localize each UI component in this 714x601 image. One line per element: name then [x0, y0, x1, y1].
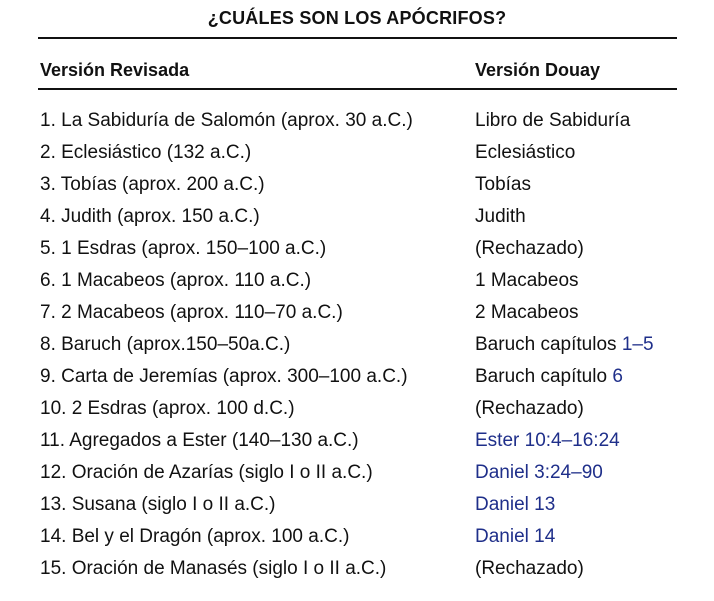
douay-text: Tobías [475, 174, 531, 195]
header-divider [38, 88, 677, 90]
douay-reference-link[interactable]: Daniel 14 [475, 526, 556, 547]
table-row [0, 172, 714, 204]
douay-version-cell [475, 460, 603, 486]
douay-version-cell [475, 396, 584, 422]
table-row [0, 204, 714, 236]
table-row [0, 492, 714, 524]
table-row [0, 300, 714, 332]
column-header-douay-version: Versión Douay [475, 60, 601, 80]
table-row [0, 556, 714, 588]
revised-version-cell: 6. 1 Macabeos (aprox. 110 a.C.) [40, 270, 312, 291]
table-row [0, 332, 714, 364]
douay-reference-link[interactable]: Daniel 3:24–90 [475, 462, 603, 483]
table-row [0, 364, 714, 396]
douay-text: Judith [475, 206, 526, 227]
table-row [0, 140, 714, 172]
revised-version-cell: 7. 2 Macabeos (aprox. 110–70 a.C.) [40, 302, 343, 323]
revised-version-cell: 8. Baruch (aprox.150–50a.C.) [40, 334, 291, 355]
douay-text: 2 Macabeos [475, 302, 579, 323]
table-row [0, 396, 714, 428]
revised-version-cell: 13. Susana (siglo I o II a.C.) [40, 494, 276, 515]
revised-version-cell: 9. Carta de Jeremías (aprox. 300–100 a.C.) [40, 366, 408, 387]
page-title: ¿CUÁLES SON LOS APÓCRIFOS? [207, 8, 507, 28]
douay-text: 1 Macabeos [475, 270, 579, 291]
table-row [0, 428, 714, 460]
revised-version-cell: 14. Bel y el Dragón (aprox. 100 a.C.) [40, 526, 350, 547]
title-divider [38, 37, 677, 39]
table-row [0, 524, 714, 556]
douay-reference-link[interactable]: Ester 10:4–16:24 [475, 430, 620, 451]
douay-text: (Rechazado) [475, 558, 584, 579]
douay-text: Libro de Sabiduría [475, 110, 631, 131]
douay-version-cell [475, 300, 579, 326]
douay-reference-link[interactable]: 1–5 [621, 334, 654, 355]
douay-text: Eclesiástico [475, 142, 576, 163]
revised-version-cell: 5. 1 Esdras (aprox. 150–100 a.C.) [40, 238, 327, 259]
douay-version-cell [475, 236, 584, 262]
douay-version-cell [475, 524, 555, 550]
table-row [0, 236, 714, 268]
revised-version-cell: 11. Agregados a Ester (140–130 a.C.) [40, 430, 359, 451]
revised-version-cell: 3. Tobías (aprox. 200 a.C.) [40, 174, 265, 195]
douay-reference-link[interactable]: Daniel 13 [475, 494, 556, 515]
douay-version-cell [475, 268, 579, 294]
douay-version-cell [475, 204, 526, 230]
douay-version-cell [475, 556, 584, 582]
table-row [0, 268, 714, 300]
table-row [0, 108, 714, 140]
douay-text: Baruch capítulo [475, 366, 613, 387]
douay-version-cell [475, 172, 531, 198]
douay-version-cell [475, 332, 654, 358]
revised-version-cell: 15. Oración de Manasés (siglo I o II a.C.) [40, 558, 387, 579]
table-row [0, 460, 714, 492]
column-header-revised-version: Versión Revisada [40, 60, 190, 80]
douay-version-cell [475, 108, 630, 134]
douay-reference-link[interactable]: 6 [612, 366, 623, 387]
douay-version-cell [475, 364, 623, 390]
douay-text: (Rechazado) [475, 398, 584, 419]
revised-version-cell: 10. 2 Esdras (aprox. 100 d.C.) [40, 398, 295, 419]
douay-text: Baruch capítulos [475, 334, 622, 355]
revised-version-cell: 12. Oración de Azarías (siglo I o II a.C.) [40, 462, 373, 483]
revised-version-cell: 1. La Sabiduría de Salomón (aprox. 30 a.C.) [40, 110, 413, 131]
douay-text: (Rechazado) [475, 238, 584, 259]
revised-version-cell: 2. Eclesiástico (132 a.C.) [40, 142, 252, 163]
table-body [0, 108, 714, 588]
douay-version-cell [475, 492, 555, 518]
douay-version-cell [475, 140, 575, 166]
douay-version-cell [475, 428, 620, 454]
revised-version-cell: 4. Judith (aprox. 150 a.C.) [40, 206, 260, 227]
